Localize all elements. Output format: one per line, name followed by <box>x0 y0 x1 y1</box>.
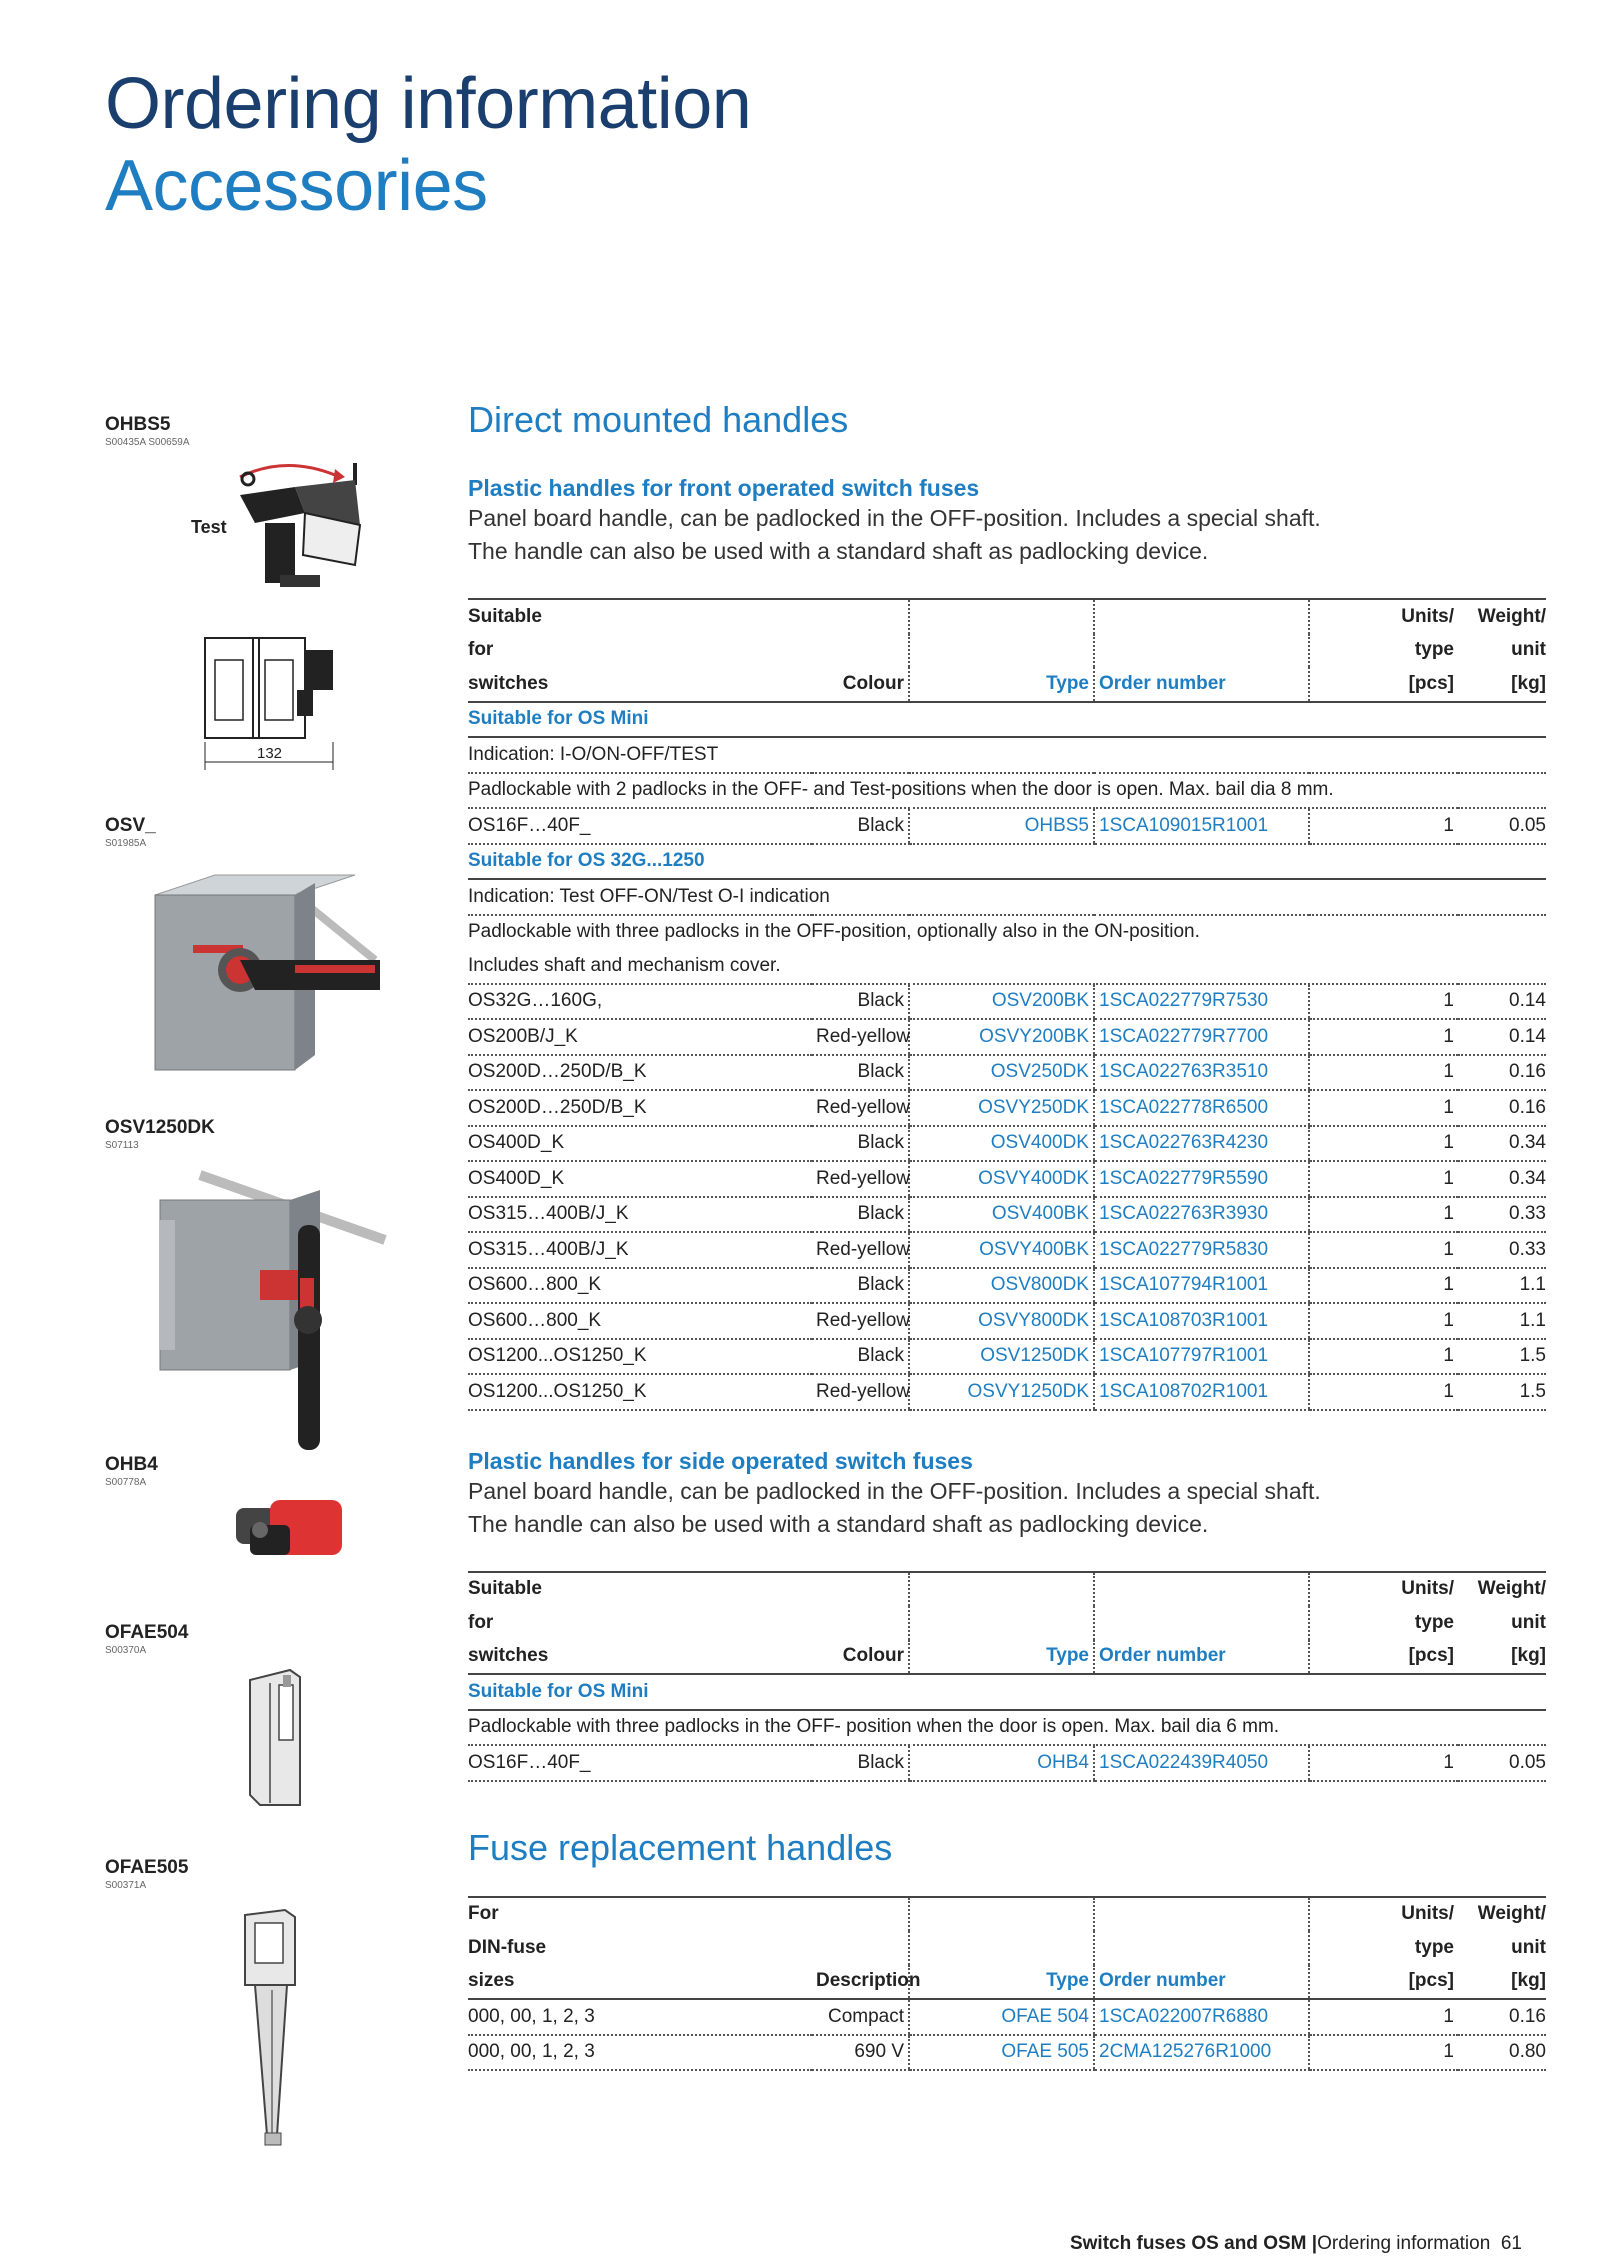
ofae505-handle-image <box>225 1905 315 2150</box>
cell-type: OSV250DK <box>909 1055 1094 1091</box>
table-row <box>468 1055 1546 1091</box>
product-name: OFAE504 <box>105 1622 189 1643</box>
front-handles-table <box>468 598 1546 1411</box>
cell-un: 1 <box>1309 1268 1458 1304</box>
ohb4-handle-image <box>230 1490 350 1570</box>
cell-wt: 0.16 <box>1458 1055 1546 1091</box>
description-line: The handle can also be used with a standard shaft as padlocking device. <box>468 1510 1209 1537</box>
cell-type: OSV1250DK <box>909 1339 1094 1375</box>
cell-wt: 0.14 <box>1458 984 1546 1020</box>
cell-un: 1 <box>1309 1232 1458 1268</box>
cell-wt: 0.33 <box>1458 1232 1546 1268</box>
cell-type: OSVY400DK <box>909 1161 1094 1197</box>
cell-un: 1 <box>1309 1197 1458 1233</box>
table-row <box>468 1161 1546 1197</box>
product-ofae504 <box>105 1622 188 1658</box>
product-code: S00778A <box>105 1477 147 1488</box>
cell-col: Red-yellow <box>812 1161 909 1197</box>
note-row: Indication: I-O/ON-OFF/TEST <box>468 737 1546 773</box>
table-header-row: switches Colour Type Order number [pcs] [kg] <box>468 667 1546 702</box>
product-name: OSV_ <box>105 815 156 836</box>
table-row: 000, 00, 1, 2, 3 690 V OFAE 505 2CMA125276R1000 1 0.80 <box>468 2035 1546 2071</box>
table-row: 000, 00, 1, 2, 3 Compact OFAE 504 1SCA022007R6880 1 0.16 <box>468 1999 1546 2035</box>
page-footer <box>1070 2233 1522 2255</box>
cell-sw: OS600…800_K <box>468 1268 812 1304</box>
dimension-label: 132 <box>257 745 283 762</box>
table-row <box>468 1339 1546 1375</box>
subsection-title-side: Plastic handles for side operated switch fuses <box>468 1447 973 1474</box>
cell-col: Black <box>812 984 909 1020</box>
cell-type: OSVY800DK <box>909 1303 1094 1339</box>
table-header-row: for type unit <box>468 634 1546 668</box>
section-title: Direct mounted handles <box>468 399 849 440</box>
group-row: Suitable for OS Mini <box>468 1674 1546 1710</box>
cell-un: 1 <box>1309 1126 1458 1162</box>
cell-sw: OS200B/J_K <box>468 1019 812 1055</box>
cell-col: Black <box>812 1197 909 1233</box>
cell-sw: OS315…400B/J_K <box>468 1197 812 1233</box>
note-row: Padlockable with 2 padlocks in the OFF- and Test-positions when the door is open. Max. bail dia 8 mm. <box>468 773 1546 809</box>
description-line: Panel board handle, can be padlocked in the OFF-position. Includes a special shaft. <box>468 505 1321 531</box>
cell-wt: 1.5 <box>1458 1339 1546 1375</box>
cell-wt: 1.5 <box>1458 1374 1546 1410</box>
cell-ord: 1SCA107794R1001 <box>1094 1268 1309 1304</box>
cell-sw: OS400D_K <box>468 1126 812 1162</box>
product-ohbs5 <box>105 414 190 450</box>
cell-ord: 1SCA108703R1001 <box>1094 1303 1309 1339</box>
page-number: 61 <box>1500 2233 1522 2254</box>
cell-un: 1 <box>1309 1161 1458 1197</box>
note-row: Padlockable with three padlocks in the OFF-position, optionally also in the ON-position. <box>468 921 1200 943</box>
table-header-row: for type unit <box>468 1606 1546 1640</box>
cell-un: 1 <box>1309 1303 1458 1339</box>
description-line: The handle can also be used with a standard shaft as padlocking device. <box>468 538 1209 564</box>
cell-ord: 1SCA022779R5590 <box>1094 1161 1309 1197</box>
table-row <box>468 1268 1546 1304</box>
cell-col: Black <box>812 1339 909 1375</box>
cell-un: 1 <box>1309 1339 1458 1375</box>
cell-sw: OS600…800_K <box>468 1303 812 1339</box>
cell-ord: 1SCA022779R7700 <box>1094 1019 1309 1055</box>
cell-ord: 1SCA022763R3930 <box>1094 1197 1309 1233</box>
product-name: OHBS5 <box>105 414 171 435</box>
cell-sw: OS400D_K <box>468 1161 812 1197</box>
cell-col: Black <box>812 1268 909 1304</box>
table-row <box>468 1303 1546 1339</box>
cell-sw: OS315…400B/J_K <box>468 1232 812 1268</box>
cell-wt: 1.1 <box>1458 1268 1546 1304</box>
product-ofae505 <box>105 1857 188 1893</box>
cell-ord: 1SCA022778R6500 <box>1094 1090 1309 1126</box>
footer-section: Ordering information <box>1317 2233 1491 2254</box>
cell-ord: 1SCA022779R5830 <box>1094 1232 1309 1268</box>
cell-col: Red-yellow <box>812 1303 909 1339</box>
cell-col: Red-yellow <box>812 1019 909 1055</box>
note-row: Includes shaft and mechanism cover. <box>468 949 1546 984</box>
cell-un: 1 <box>1309 984 1458 1020</box>
cell-ord: 1SCA107797R1001 <box>1094 1339 1309 1375</box>
footer-product: Switch fuses OS and OSM <box>1069 2233 1307 2254</box>
page-subtitle: Accessories <box>105 146 488 226</box>
osv-handle-image <box>145 865 385 1075</box>
note-row: Indication: Test OFF-ON/Test O-I indication <box>468 879 1546 915</box>
product-name: OSV1250DK <box>105 1117 215 1138</box>
cell-type: OSV200BK <box>909 984 1094 1020</box>
cell-un: 1 <box>1309 1019 1458 1055</box>
product-osv <box>105 815 156 851</box>
cell-type: OSVY1250DK <box>909 1374 1094 1410</box>
cell-col: Red-yellow <box>812 1090 909 1126</box>
table-row <box>468 1126 1546 1162</box>
test-label: Test <box>191 517 227 537</box>
cell-type: OSVY400BK <box>909 1232 1094 1268</box>
table-header-row: DIN-fuse type unit <box>468 1931 1546 1965</box>
table-row <box>468 1090 1546 1126</box>
cell-col: Red-yellow <box>812 1232 909 1268</box>
table-header-row: switches Colour Type Order number [pcs] [kg] <box>468 1640 1546 1675</box>
cell-un: 1 <box>1309 1374 1458 1410</box>
ohbs5-handle-image <box>185 455 375 595</box>
cell-col: Black <box>812 1126 909 1162</box>
page-title: Ordering information <box>105 64 752 144</box>
cell-type: OSVY200BK <box>909 1019 1094 1055</box>
cell-ord: 1SCA022763R3510 <box>1094 1055 1309 1091</box>
table-row: OS16F…40F_ Black OHBS5 1SCA109015R1001 1 0.05 <box>468 808 1546 844</box>
table-header-row: For Units/ Weight/ <box>468 1897 1546 1932</box>
table-row <box>468 984 1546 1020</box>
table-header-row: Suitable Units/ Weight/ <box>468 599 1546 634</box>
cell-ord: 1SCA022779R7530 <box>1094 984 1309 1020</box>
cell-sw: OS200D…250D/B_K <box>468 1055 812 1091</box>
cell-un: 1 <box>1309 1090 1458 1126</box>
cell-sw: OS1200...OS1250_K <box>468 1374 812 1410</box>
cell-col: Black <box>812 1055 909 1091</box>
note-row: Padlockable with three padlocks in the OFF- position when the door is open. Max. bail dia 6 mm. <box>468 1710 1546 1746</box>
cell-type: OSV400DK <box>909 1126 1094 1162</box>
fuse-replacement-table <box>468 1896 1546 2072</box>
side-handles-table <box>468 1571 1546 1782</box>
cell-un: 1 <box>1309 1055 1458 1091</box>
product-code: S07113 <box>105 1140 139 1151</box>
cell-ord: 1SCA022763R4230 <box>1094 1126 1309 1162</box>
table-row <box>468 1374 1546 1410</box>
group-row: Suitable for OS 32G...1250 <box>468 844 1546 880</box>
cell-wt: 0.14 <box>1458 1019 1546 1055</box>
cell-col: Red-yellow <box>812 1374 909 1410</box>
cell-sw: OS32G…160G, <box>468 984 812 1020</box>
table-row <box>468 1232 1546 1268</box>
cell-type: OSVY250DK <box>909 1090 1094 1126</box>
cell-ord: 1SCA108702R1001 <box>1094 1374 1309 1410</box>
group-row: Suitable for OS Mini <box>468 702 1546 738</box>
cell-type: OSV800DK <box>909 1268 1094 1304</box>
osv1250dk-handle-image <box>150 1160 390 1450</box>
product-code: S01985A <box>105 838 147 849</box>
section-title-fuse-replacement: Fuse replacement handles <box>468 1826 893 1868</box>
cell-sw: OS200D…250D/B_K <box>468 1090 812 1126</box>
table-row <box>468 1019 1546 1055</box>
table-header-row: sizes Description Type Order number [pcs] [kg] <box>468 1965 1546 2000</box>
cell-wt: 0.33 <box>1458 1197 1546 1233</box>
cell-sw: OS1200...OS1250_K <box>468 1339 812 1375</box>
description-line: Panel board handle, can be padlocked in the OFF-position. Includes a special shaft. <box>468 1477 1321 1504</box>
product-osv1250dk <box>105 1117 215 1153</box>
subsection-title-front: Plastic handles for front operated switch fuses <box>468 475 980 501</box>
product-code: S00371A <box>105 1880 147 1891</box>
cell-wt: 1.1 <box>1458 1303 1546 1339</box>
product-name: OHB4 <box>105 1454 158 1475</box>
cell-type: OSV400BK <box>909 1197 1094 1233</box>
product-name: OFAE505 <box>105 1857 189 1878</box>
table-row: OS16F…40F_ Black OHB4 1SCA022439R4050 1 0.05 <box>468 1745 1546 1781</box>
table-row <box>468 1197 1546 1233</box>
ohbs5-dimension-drawing <box>195 630 355 780</box>
cell-wt: 0.34 <box>1458 1126 1546 1162</box>
product-code: S00435A S00659A <box>105 437 190 448</box>
cell-wt: 0.34 <box>1458 1161 1546 1197</box>
cell-wt: 0.16 <box>1458 1090 1546 1126</box>
ofae504-handle-image <box>235 1665 315 1810</box>
section-direct-mounted-handles <box>468 399 1546 2071</box>
footer-separator: | <box>1311 2233 1318 2254</box>
product-ohb4 <box>105 1454 158 1490</box>
table-header-row: Suitable Units/ Weight/ <box>468 1572 1546 1607</box>
product-code: S00370A <box>105 1645 147 1656</box>
